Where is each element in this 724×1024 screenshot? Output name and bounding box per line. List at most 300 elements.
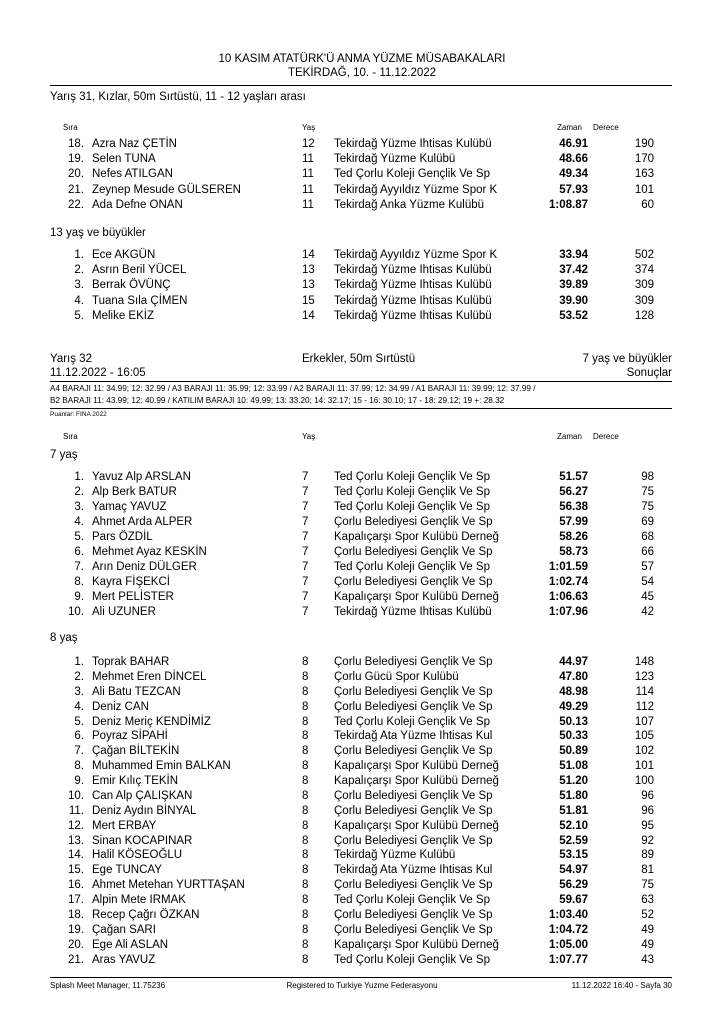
swimmer-name: Ada Defne ONAN [92,198,183,211]
result-row [0,199,724,214]
result-rank: 16. [68,879,84,892]
result-time: 1:06.63 [548,591,588,603]
result-time: 59.67 [559,894,588,907]
barrier-times-line2: B2 BARAJI 11: 43.99; 12: 40.99 / KATILIM BARAJI 10: 49.99; 13: 33.20; 14: 32.17; 15 - 16: 30.10; 17 - 18: 29.12; 19 +: 28.32 [50,396,505,405]
result-row [0,835,724,850]
club-name: Tekirdağ Ayyıldız Yüzme Spor K [334,249,498,261]
club-name: Çorlu Belediyesi Gençlik Ve Sp [334,804,493,817]
swimmer-name: Ali Batu TEZCAN [92,685,181,698]
swimmer-age: 8 [302,864,309,877]
result-row [0,138,724,153]
swimmer-age: 8 [302,760,309,773]
club-name: Tekirdağ Yüzme Kulübü [334,849,456,862]
result-points: 107 [634,715,654,728]
club-name: Çorlu Belediyesi Gençlik Ve Sp [334,789,493,802]
footer-page-info: 11.12.2022 16:40 - Sayfa 30 [571,981,672,990]
result-rank: 1. [74,471,84,483]
col-header-points-32: Derece [593,432,619,441]
result-points: 123 [634,670,654,683]
result-row [0,591,724,606]
swimmer-age: 7 [302,591,309,603]
swimmer-name: Mert ERBAY [92,819,157,832]
swimmer-age: 11 [302,198,314,211]
result-time: 49.34 [559,168,588,181]
result-row [0,310,724,325]
club-name: Çorlu Belediyesi Gençlik Ve Sp [334,908,493,921]
result-time: 39.90 [559,294,588,307]
result-rank: 2. [74,264,84,277]
result-row [0,516,724,531]
club-name: Kapalıçarşı Spor Kulübü Derneğ [334,531,499,543]
swimmer-name: Ege TUNCAY [92,864,162,877]
swimmer-age: 8 [302,819,309,832]
result-rank: 6. [74,730,84,743]
result-row [0,745,724,760]
result-points: 98 [641,471,654,483]
result-points: 66 [641,546,654,558]
col-header-age: Yaş [302,123,316,132]
swimmer-age: 8 [302,938,309,951]
group-8-label: 8 yaş [50,632,78,644]
club-name: Tekirdağ Yüzme Ihtisas Kulübü [334,294,492,307]
club-name: Ted Çorlu Koleji Gençlik Ve Sp [334,501,490,513]
result-rank: 11. [68,804,84,817]
club-name: Tekirdağ Ata Yüzme Ihtisas Kul [334,864,493,877]
result-time: 1:01.59 [548,561,588,573]
result-rank: 20. [68,168,84,181]
result-points: 101 [634,183,654,196]
result-row [0,849,724,864]
swimmer-age: 8 [302,700,309,713]
swimmer-age: 14 [302,309,315,322]
swimmer-name: Tuana Sıla ÇİMEN [92,294,188,307]
result-rank: 5. [74,531,84,543]
swimmer-name: Çağan BİLTEKİN [92,745,180,758]
swimmer-age: 12 [302,138,315,150]
result-rank: 7. [74,561,84,573]
result-time: 50.89 [559,745,588,758]
result-rank: 19. [68,923,84,936]
swimmer-name: Toprak BAHAR [92,656,170,668]
result-rank: 1. [74,656,84,668]
result-rank: 1. [74,249,84,261]
result-rank: 19. [68,153,84,166]
swimmer-age: 8 [302,670,309,683]
result-row [0,153,724,168]
result-row [0,184,724,199]
result-time: 33.94 [559,249,588,261]
swimmer-age: 8 [302,745,309,758]
club-name: Tekirdağ Yüzme Ihtisas Kulübü [334,606,492,618]
result-rank: 2. [74,670,84,683]
club-name: Tekirdağ Anka Yüzme Kulübü [334,198,485,211]
result-points: 49 [641,923,654,936]
result-time: 50.13 [559,715,588,728]
swimmer-age: 8 [302,730,309,743]
swimmer-age: 15 [302,294,315,307]
result-row [0,546,724,561]
club-name: Tekirdağ Yüzme Ihtisas Kulübü [334,309,492,322]
result-time: 51.81 [559,804,588,817]
result-rank: 12. [68,819,84,832]
result-rank: 5. [74,715,84,728]
club-name: Çorlu Belediyesi Gençlik Ve Sp [334,656,493,668]
result-points: 49 [641,938,654,951]
col-header-rank: Sıra [63,123,78,132]
result-points: 54 [641,576,654,588]
result-time: 53.15 [559,849,588,862]
swimmer-name: Ali UZUNER [92,606,156,618]
club-name: Çorlu Belediyesi Gençlik Ve Sp [334,923,493,936]
club-name: Kapalıçarşı Spor Kulübü Derneğ [334,591,499,603]
result-time: 48.98 [559,685,588,698]
result-points: 75 [641,486,654,498]
result-time: 50.33 [559,730,588,743]
result-time: 44.97 [559,656,588,668]
swimmer-name: Asrın Beril YÜCEL [92,264,187,277]
result-rank: 2. [74,486,84,498]
swimmer-age: 7 [302,471,309,483]
swimmer-age: 13 [302,279,315,292]
result-rank: 6. [74,546,84,558]
swimmer-name: Muhammed Emin BALKAN [92,760,231,773]
result-row [0,790,724,805]
swimmer-name: Sinan KOCAPINAR [92,834,193,847]
result-time: 51.57 [559,471,588,483]
swimmer-age: 8 [302,908,309,921]
result-time: 56.27 [559,486,588,498]
club-name: Çorlu Belediyesi Gençlik Ve Sp [334,685,493,698]
footer-software: Splash Meet Manager, 11.75236 [50,981,166,990]
result-rank: 17. [68,894,84,907]
meet-title: 10 KASIM ATATÜRK'Ü ANMA YÜZME MÜSABAKALARI [218,53,506,65]
swimmer-age: 7 [302,501,309,513]
result-row [0,909,724,924]
swimmer-name: Poyraz SİPAHİ [92,730,168,743]
result-rank: 5. [74,309,84,322]
result-time: 37.42 [559,264,588,277]
result-time: 52.59 [559,834,588,847]
swimmer-name: Recep Çağrı ÖZKAN [92,908,200,921]
result-row [0,805,724,820]
result-time: 1:03.40 [548,908,588,921]
swimmer-name: Yamaç YAVUZ [92,501,167,513]
meet-location-date: TEKİRDAĞ, 10. - 11.12.2022 [287,67,437,79]
swimmer-name: Çağan SARI [92,923,156,936]
header-divider [50,85,672,86]
club-name: Tekirdağ Yüzme Ihtisas Kulübü [334,138,492,150]
swimmer-age: 13 [302,264,315,277]
event-32-datetime: 11.12.2022 - 16:05 [50,367,146,379]
result-row [0,486,724,501]
club-name: Çorlu Belediyesi Gençlik Ve Sp [334,700,493,713]
club-name: Çorlu Belediyesi Gençlik Ve Sp [334,576,493,588]
event-32-divider-bottom [50,408,672,409]
result-rank: 14. [68,849,84,862]
swimmer-name: Selen TUNA [92,153,156,166]
club-name: Kapalıçarşı Spor Kulübü Derneğ [334,819,499,832]
result-row [0,760,724,775]
result-time: 57.99 [559,516,588,528]
swimmer-name: Ege Ali ASLAN [92,938,169,951]
swimmer-age: 8 [302,894,309,907]
result-points: 101 [634,760,654,773]
swimmer-age: 11 [302,168,314,181]
result-points: 52 [641,908,654,921]
swimmer-name: Zeynep Mesude GÜLSEREN [92,183,241,196]
swimmer-name: Mehmet Ayaz KESKİN [92,546,207,558]
result-time: 39.89 [559,279,588,292]
swimmer-name: Halil KÖSEOĞLU [92,849,183,862]
result-points: 128 [634,309,654,322]
points-note: Puanlar: FINA 2022 [50,411,107,418]
result-points: 43 [641,953,654,966]
result-points: 114 [635,685,654,698]
club-name: Tekirdağ Yüzme Ihtisas Kulübü [334,279,492,292]
result-points: 45 [641,591,654,603]
result-row [0,701,724,716]
result-rank: 10. [68,789,84,802]
swimmer-name: Melike EKİZ [92,309,154,322]
result-rank: 22. [68,198,84,211]
swimmer-name: Deniz Aydın BİNYAL [92,804,197,817]
result-points: 63 [641,894,654,907]
col-header-time: Zaman [557,123,582,132]
result-rank: 9. [74,591,84,603]
swimmer-name: Deniz CAN [92,700,149,713]
result-points: 170 [634,153,654,166]
result-row [0,954,724,969]
col-header-rank-32: Sıra [63,432,78,441]
result-points: 163 [634,168,654,181]
result-rank: 3. [74,685,84,698]
swimmer-age: 8 [302,953,309,966]
result-rank: 3. [74,501,84,513]
swimmer-name: Deniz Meriç KENDİMİZ [92,715,211,728]
swimmer-age: 7 [302,486,309,498]
result-rank: 21. [68,183,84,196]
result-time: 51.08 [559,760,588,773]
swimmer-name: Arın Deniz DÜLGER [92,561,197,573]
swimmer-age: 8 [302,804,309,817]
result-row [0,716,724,731]
result-rank: 15. [68,864,84,877]
result-time: 46.91 [559,138,588,150]
club-name: Tekirdağ Yüzme Kulübü [334,153,456,166]
result-points: 112 [635,700,654,713]
swimmer-name: Kayra FİŞEKCİ [92,576,170,588]
result-rank: 20. [68,938,84,951]
result-row [0,279,724,294]
event-32-description: Erkekler, 50m Sırtüstü [302,353,416,365]
result-points: 75 [641,879,654,892]
result-time: 1:05.00 [548,938,588,951]
result-row [0,656,724,671]
club-name: Kapalıçarşı Spor Kulübü Derneğ [334,775,499,788]
swimmer-age: 8 [302,879,309,892]
result-points: 75 [641,501,654,513]
swimmer-age: 8 [302,849,309,862]
result-row [0,864,724,879]
result-row [0,576,724,591]
swimmer-age: 11 [302,153,314,166]
result-points: 502 [634,249,654,261]
result-rank: 8. [74,760,84,773]
result-time: 47.80 [559,670,588,683]
swimmer-name: Ahmet Metehan YURTTAŞAN [92,879,245,892]
result-points: 95 [641,819,654,832]
result-time: 49.29 [559,700,588,713]
club-name: Çorlu Gücü Spor Kulübü [334,670,459,683]
swimmer-name: Mert PELİSTER [92,591,174,603]
result-rank: 4. [74,516,84,528]
result-row [0,249,724,264]
swimmer-age: 7 [302,546,309,558]
result-points: 81 [641,864,654,877]
club-name: Çorlu Belediyesi Gençlik Ve Sp [334,516,493,528]
result-row [0,775,724,790]
result-row [0,686,724,701]
club-name: Çorlu Belediyesi Gençlik Ve Sp [334,879,493,892]
result-points: 68 [641,531,654,543]
swimmer-age: 8 [302,789,309,802]
swimmer-name: Ahmet Arda ALPER [92,516,193,528]
swimmer-age: 7 [302,531,309,543]
result-row [0,561,724,576]
club-name: Ted Çorlu Koleji Gençlik Ve Sp [334,561,490,573]
club-name: Tekirdağ Ata Yüzme Ihtisas Kul [334,730,493,743]
result-row [0,501,724,516]
result-time: 51.80 [559,789,588,802]
swimmer-name: Mehmet Eren DİNCEL [92,670,207,683]
result-row [0,295,724,310]
club-name: Ted Çorlu Koleji Gençlik Ve Sp [334,953,490,966]
club-name: Kapalıçarşı Spor Kulübü Derneğ [334,760,499,773]
result-time: 48.66 [559,153,588,166]
result-row [0,471,724,486]
result-row [0,820,724,835]
swimmer-age: 8 [302,715,309,728]
result-points: 96 [641,789,654,802]
barrier-times-line1: A4 BARAJI 11: 34.99; 12: 32.99 / A3 BARAJI 11: 35.99; 12: 33.99 / A2 BARAJI 11: 37.99; 12: 34.99 / A1 BARAJI 11: 39.99; 12: 37.99 / [50,384,536,393]
event-32-status: Sonuçlar [626,367,672,379]
result-points: 42 [641,606,654,618]
result-rank: 7. [74,745,84,758]
result-points: 309 [634,294,654,307]
swimmer-name: Nefes ATILGAN [92,168,173,181]
result-time: 51.20 [559,775,588,788]
result-points: 96 [641,804,654,817]
swimmer-name: Ece AKGÜN [92,249,156,261]
result-rank: 4. [74,700,84,713]
swimmer-name: Alp Berk BATUR [92,486,177,498]
club-name: Ted Çorlu Koleji Gençlik Ve Sp [334,486,490,498]
result-points: 190 [634,138,654,150]
club-name: Ted Çorlu Koleji Gençlik Ve Sp [334,894,490,907]
event-32-label: Yarış 32 [50,353,92,365]
result-rank: 9. [74,775,84,788]
result-time: 58.73 [559,546,588,558]
club-name: Kapalıçarşı Spor Kulübü Derneğ [334,938,499,951]
result-rank: 18. [68,138,84,150]
swimmer-age: 8 [302,656,309,668]
club-name: Çorlu Belediyesi Gençlik Ve Sp [334,834,493,847]
club-name: Tekirdağ Ayyıldız Yüzme Spor K [334,183,498,196]
result-points: 100 [634,775,654,788]
result-row [0,168,724,183]
result-points: 57 [641,561,654,573]
group-7-label: 7 yaş [50,449,78,461]
swimmer-name: Berrak ÖVÜNÇ [92,279,171,292]
result-time: 56.29 [559,879,588,892]
event-32-divider-top [50,381,672,382]
swimmer-name: Can Alp ÇALIŞKAN [92,789,193,802]
result-time: 52.10 [559,819,588,832]
swimmer-age: 8 [302,923,309,936]
result-rank: 3. [74,279,84,292]
result-time: 1:02.74 [548,576,588,588]
result-time: 57.93 [559,183,588,196]
result-time: 54.97 [559,864,588,877]
swimmer-age: 7 [302,606,309,618]
result-points: 60 [641,198,654,211]
event-31-group-label: 13 yaş ve büyükler [50,227,146,239]
result-time: 56.38 [559,501,588,513]
result-points: 89 [641,849,654,862]
swimmer-name: Azra Naz ÇETİN [92,138,177,150]
result-time: 53.52 [559,309,588,322]
result-points: 69 [641,516,654,528]
footer-divider [50,977,672,978]
swimmer-age: 8 [302,775,309,788]
col-header-age-32: Yaş [302,432,316,441]
event-31-title: Yarış 31, Kızlar, 50m Sırtüstü, 11 - 12 yaşları arası [50,91,306,103]
swimmer-name: Alpin Mete IRMAK [92,894,186,907]
result-time: 1:07.77 [548,953,588,966]
club-name: Çorlu Belediyesi Gençlik Ve Sp [334,745,493,758]
result-points: 148 [634,656,654,668]
swimmer-age: 7 [302,576,309,588]
club-name: Ted Çorlu Koleji Gençlik Ve Sp [334,715,490,728]
result-rank: 8. [74,576,84,588]
result-row [0,924,724,939]
result-row [0,879,724,894]
club-name: Tekirdağ Yüzme Ihtisas Kulübü [334,264,492,277]
result-row [0,894,724,909]
swimmer-age: 8 [302,834,309,847]
result-time: 1:04.72 [548,923,588,936]
club-name: Çorlu Belediyesi Gençlik Ve Sp [334,546,493,558]
result-row [0,264,724,279]
result-row [0,671,724,686]
result-time: 1:08.87 [548,198,588,211]
result-points: 92 [641,834,654,847]
swimmer-name: Emir Kılıç TEKİN [92,775,179,788]
swimmer-name: Aras YAVUZ [92,953,156,966]
swimmer-name: Pars ÖZDİL [92,531,153,543]
club-name: Ted Çorlu Koleji Gençlik Ve Sp [334,168,490,181]
swimmer-age: 7 [302,516,309,528]
result-rank: 18. [68,908,84,921]
swimmer-age: 11 [302,183,314,196]
result-rank: 4. [74,294,84,307]
result-row [0,730,724,745]
result-time: 58.26 [559,531,588,543]
result-row [0,606,724,621]
result-time: 1:07.96 [548,606,588,618]
result-points: 309 [634,279,654,292]
col-header-points: Derece [593,123,619,132]
